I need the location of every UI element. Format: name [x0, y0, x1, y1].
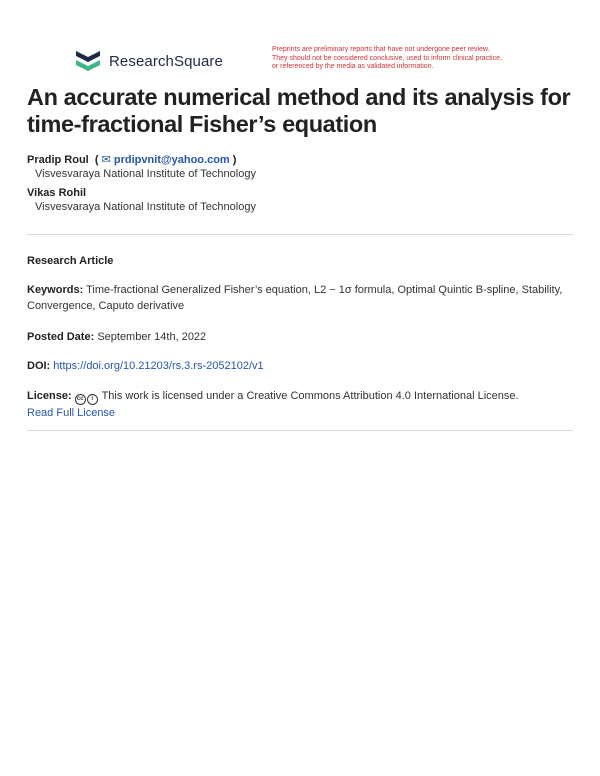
author-name: Pradip Roul — [27, 154, 89, 166]
doi — [27, 358, 573, 374]
author-affiliation: Visvesvaraya National Institute of Technology — [35, 201, 256, 213]
divider — [27, 430, 573, 431]
notice-line: Preprints are preliminary reports that have not undergone peer review. — [272, 46, 490, 53]
license — [27, 388, 573, 421]
read-full-license-link[interactable]: Read Full License — [27, 407, 116, 419]
research-square-logo-icon — [74, 49, 102, 73]
keywords-label: Keywords: — [27, 284, 84, 296]
notice-line: or referenced by the media as validated information. — [272, 63, 434, 70]
article-type: Research Article — [27, 255, 114, 267]
posted-date — [27, 329, 573, 345]
author-entry — [27, 153, 577, 167]
notice-line: They should not be considered conclusive, used to inform clinical practice, — [272, 54, 502, 62]
cc-icon: cc — [75, 394, 86, 405]
license-text: This work is licensed under a Creative Commons Attribution 4.0 International License. — [101, 390, 519, 402]
paper-title: An accurate numerical method and its analysis for time-fractional Fisher’s equation — [27, 84, 571, 137]
posted-label: Posted Date: — [27, 331, 95, 343]
header — [74, 46, 544, 76]
posted-value: September 14th, 2022 — [97, 331, 207, 343]
author-name: Vikas Rohil — [27, 187, 87, 199]
author-entry — [27, 186, 577, 200]
license-label: License: — [27, 390, 72, 402]
author-email[interactable]: prdipvnit@yahoo.com — [113, 154, 230, 166]
keywords-value: Time-fractional Generalized Fisher’s equation, L2 − 1σ formula, Optimal Quintic B-spline, Stability, Convergence, Caputo derivative — [27, 284, 563, 312]
doi-label: DOI: — [27, 360, 51, 372]
envelope-icon: ✉ — [101, 154, 111, 166]
research-square-logo[interactable] — [74, 48, 223, 74]
by-icon: i — [87, 394, 98, 405]
author-list — [27, 153, 577, 219]
doi-link[interactable]: https://doi.org/10.21203/rs.3.rs-2052102/v1 — [53, 360, 264, 372]
preprint-notice — [272, 46, 552, 72]
author-email-wrap: ( ✉ prdipvnit@yahoo.com ) — [91, 154, 237, 166]
keywords — [27, 282, 573, 314]
author-affiliation: Visvesvaraya National Institute of Technology — [35, 168, 256, 180]
logo-text: ResearchSquare — [109, 52, 223, 70]
divider — [27, 234, 573, 235]
